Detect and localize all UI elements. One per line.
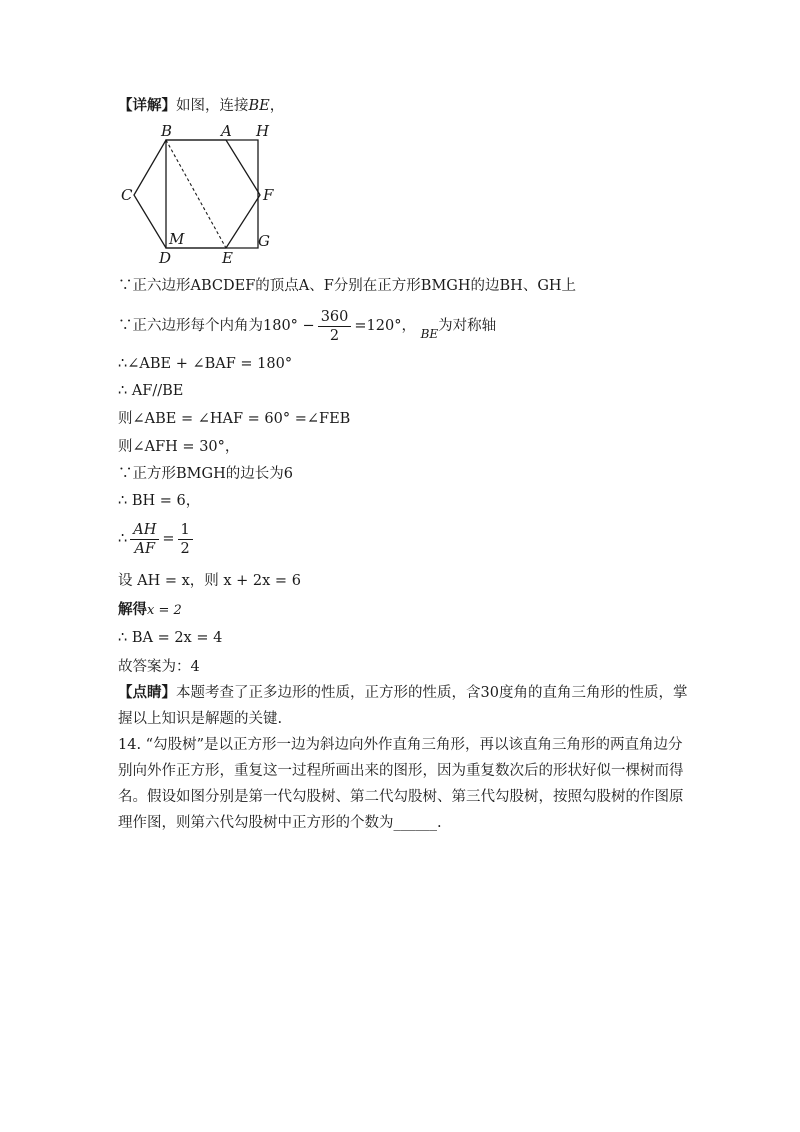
line9-therefore: ∴ [118,531,128,547]
label-d: D [159,249,172,267]
fraction-denominator-af: AF [134,540,156,557]
solution-line-6: 则∠AFH = 30°， [118,439,240,455]
label-g: G [258,232,270,250]
detail-line [118,96,284,116]
solution-line-10: 设 AH = x，则 x + 2x = 6 [118,573,301,589]
solution-line-5: 则∠ABE = ∠HAF = 60° =∠FEB [118,411,351,427]
fraction-denominator-2: 2 [180,540,190,557]
solution-line-3: ∴∠ABE + ∠BAF = 180° [118,356,293,372]
line11-solve: 解得 [118,601,147,618]
question-text: “勾股树”是以正方形一边为斜边向外作直角三角形，再以该直角三角形的两直角边分别向外作正方形，重复这一过程所画出来的图形，因为重复数次后的形状好似一棵树而得名。假设如图分别是第一代勾股树、第二代勾股树、第三代勾股树，按照勾股树的作图原理作图，则第六代勾股树中正方形的个数为______. [118,737,684,831]
detail-text: 如图，连接 [176,98,249,114]
label-e: E [222,249,233,267]
line2-part-d: 为对称轴 [438,318,497,334]
fraction-denominator: 2 [329,327,340,344]
question-14-paragraph [118,732,688,836]
label-m: M [169,230,185,248]
question-number: 14. [118,737,142,753]
solution-line-7: ∵正方形BMGH的边长为6 [118,466,293,482]
fraction-numerator: 360 [318,308,352,327]
solution-line-1: ∵正六边形ABCDEF的顶点A、F分别在正方形BMGH的边BH、GH上 [118,278,577,294]
comment-text: 本题考查了正多边形的性质，正方形的性质，含30度角的直角三角形的性质，掌握以上知识是解题的关键. [118,685,688,727]
fraction-360-2 [318,308,352,345]
fraction-ah-af [130,521,159,558]
hexagon-square-figure [118,120,288,270]
label-b: B [161,122,173,140]
comment-label: 【点睛】 [118,684,176,701]
detail-segment: BE [248,98,270,114]
solution-line-8: ∴ BH = 6， [118,493,201,509]
label-h: H [256,122,270,140]
label-a: A [221,122,232,140]
line9-equals: = [162,531,175,547]
fraction-numerator-ah: AH [130,521,159,540]
line2-part-c: BE [420,327,439,341]
solution-line-4: ∴ AF//BE [118,383,184,399]
solution-line-12: ∴ BA = 2x = 4 [118,630,223,646]
fraction-1-2 [178,521,193,558]
solution-line-13: 故答案为：4 [118,659,200,675]
line2-part-b: =120°， [354,318,416,334]
line2-part-a: ∵正六边形每个内角为180° − [118,318,315,334]
hexagon-shape [134,140,260,248]
fraction-numerator-1: 1 [178,521,193,540]
solution-line-2 [118,306,496,346]
label-c: C [121,186,133,204]
solution-line-9 [118,519,196,559]
comment-paragraph [118,680,688,732]
line11-value: x = 2 [147,603,182,618]
detail-end: ， [269,98,285,114]
label-f: F [263,186,274,204]
detail-label: 【详解】 [118,97,176,114]
solution-line-11 [118,600,182,621]
